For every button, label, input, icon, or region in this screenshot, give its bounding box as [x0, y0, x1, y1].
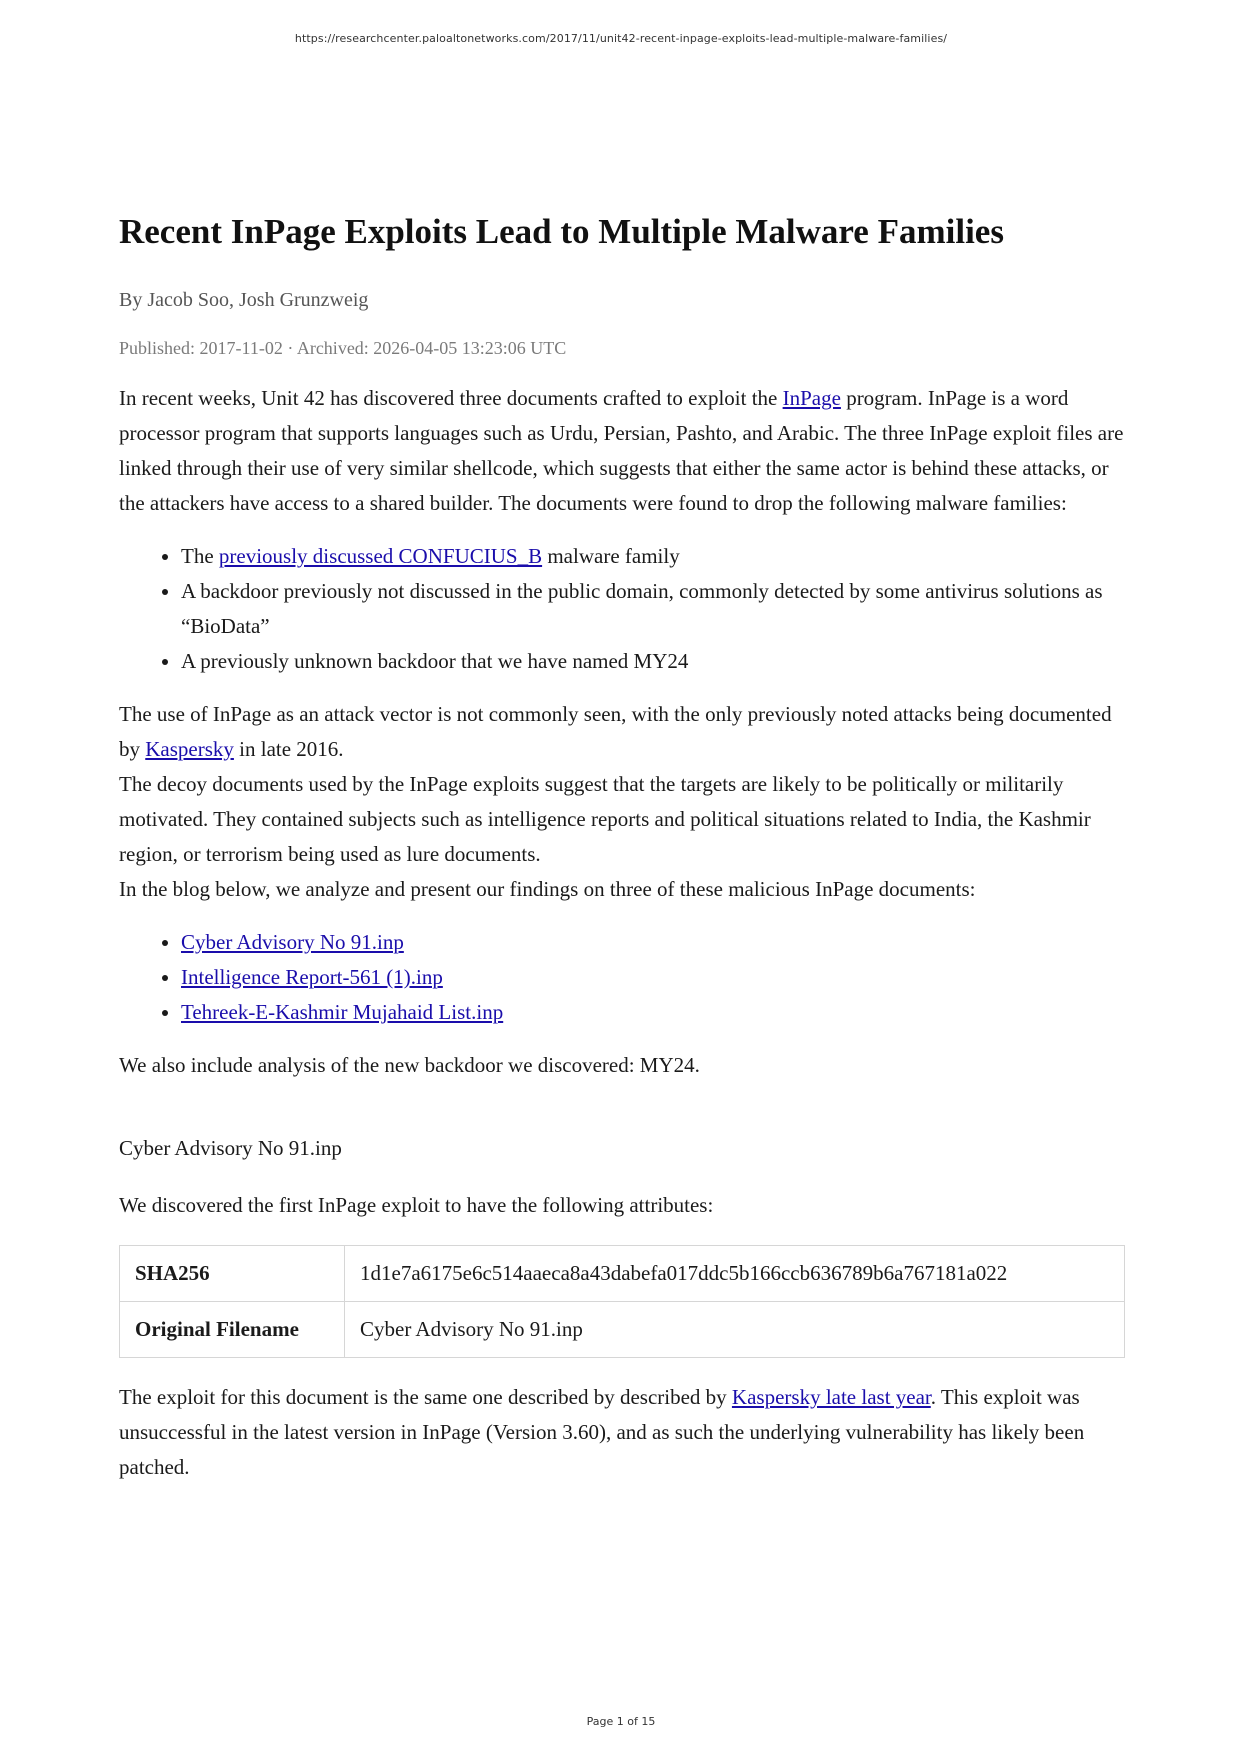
closing-text-before: The exploit for this document is the same one described by described by — [119, 1385, 732, 1409]
list-item — [181, 539, 1125, 574]
list-item — [181, 995, 1125, 1030]
document-link-list — [119, 925, 1125, 1030]
malware-family-list — [119, 539, 1125, 679]
backdoor-paragraph: We also include analysis of the new backdoor we discovered: MY24. — [119, 1053, 700, 1077]
intro-paragraph — [119, 381, 1125, 521]
publish-meta: Published: 2017-11-02 · Archived: 2026-04-05 13:23:06 UTC — [119, 338, 567, 358]
intro-text-before: In recent weeks, Unit 42 has discovered three documents crafted to exploit the — [119, 386, 783, 410]
table-row — [120, 1302, 1125, 1358]
document-link-intelligence-report[interactable]: Intelligence Report-561 (1).inp — [181, 965, 443, 989]
table-value: 1d1e7a6175e6c514aaeca8a43dabefa017ddc5b166ccb636789b6a767181a022 — [345, 1246, 1125, 1302]
list-item: • A backdoor previously not discussed in the public domain, commonly detected by some antivirus solutions as “BioData” — [181, 574, 1125, 644]
table-value: Cyber Advisory No 91.inp — [345, 1302, 1125, 1358]
table-key: SHA256 — [120, 1246, 345, 1302]
section-heading: Cyber Advisory No 91.inp — [119, 1136, 342, 1160]
table-key: Original Filename — [120, 1302, 345, 1358]
list-item-text: malware family — [542, 544, 680, 568]
blog-paragraph: In the blog below, we analyze and present our findings on three of these malicious InPage documents: — [119, 877, 976, 901]
section-intro: We discovered the first InPage exploit to have the following attributes: — [119, 1193, 714, 1217]
table-row — [120, 1246, 1125, 1302]
attributes-table — [119, 1245, 1125, 1358]
confucius-b-link[interactable]: previously discussed CONFUCIUS_B — [218, 544, 543, 568]
list-item-text: The — [181, 544, 219, 568]
inpage-link[interactable]: InPage — [782, 386, 841, 410]
vector-text-before: The use of InPage as an attack vector is not commonly seen, with the only previously noted attacks being documented by — [119, 702, 1112, 761]
closing-paragraph — [119, 1380, 1125, 1485]
source-url: https://researchcenter.paloaltonetworks.com/2017/11/unit42-recent-inpage-exploits-lead-multiple-malware-families/ — [294, 32, 948, 45]
article-title: Recent InPage Exploits Lead to Multiple Malware Families — [119, 212, 1004, 251]
byline: By Jacob Soo, Josh Grunzweig — [119, 289, 369, 311]
document-link-cyber-advisory[interactable]: Cyber Advisory No 91.inp — [181, 930, 404, 954]
decoy-paragraph: The decoy documents used by the InPage exploits suggest that the targets are likely to be politically or militarily motivated. They contained subjects such as intelligence reports and political situations related to India, the Kashmir region, or terrorism being used as lure documents. — [119, 772, 1091, 866]
list-item: • A previously unknown backdoor that we have named MY24 — [181, 644, 1125, 679]
closing-text-after: . This exploit was unsuccessful in the latest version in InPage (Version 3.60), and as such the underlying vulnerability has likely been patched. — [119, 1385, 1085, 1479]
list-item — [181, 925, 1125, 960]
article — [119, 210, 1125, 1485]
intro-text-after: program. InPage is a word processor program that supports languages such as Urdu, Persian, Pashto, and Arabic. The three InPage exploit files are linked through their use of very similar shellcode, which suggests that either the same actor is behind these attacks, or the attackers have access to a shared builder. The documents were found to drop the following malware families: — [119, 386, 1124, 515]
document-link-tehreek[interactable]: Tehreek-E-Kashmir Mujahaid List.inp — [181, 1000, 504, 1024]
list-item — [181, 960, 1125, 995]
vector-text-after: in late 2016. — [233, 737, 344, 761]
vector-paragraph — [119, 697, 1125, 767]
kaspersky-late-last-year-link[interactable]: Kaspersky late last year — [731, 1385, 931, 1409]
page-number: Page 1 of 15 — [586, 1715, 656, 1728]
kaspersky-link[interactable]: Kaspersky — [145, 737, 234, 761]
